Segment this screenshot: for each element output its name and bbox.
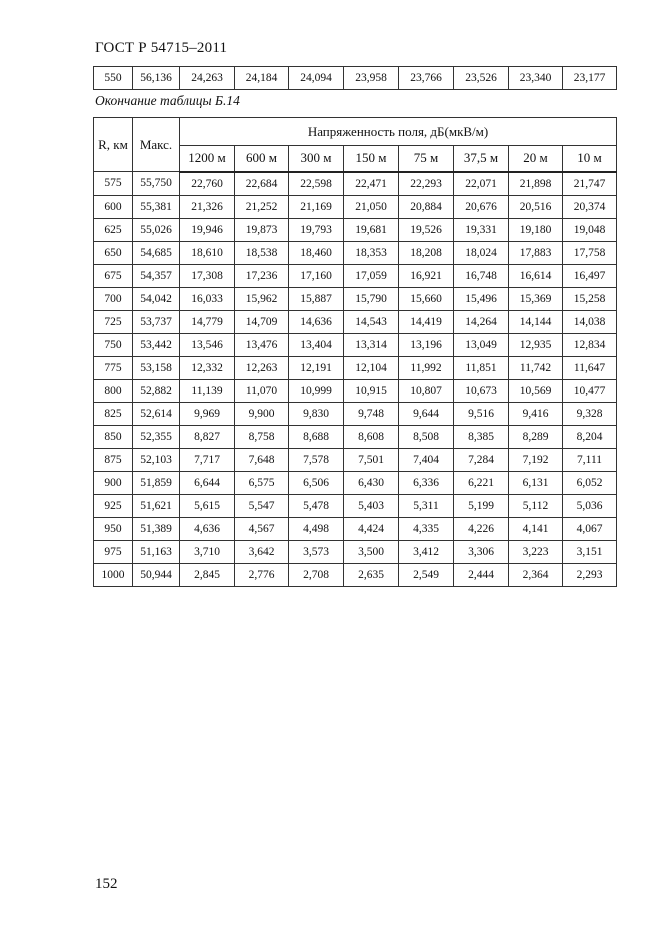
distance-cell: 625 — [94, 218, 133, 241]
table-cell: 17,160 — [289, 264, 344, 287]
table-row — [94, 402, 617, 425]
table-row — [94, 563, 617, 586]
table-cell: 3,710 — [180, 540, 235, 563]
r-column-header: R, км — [94, 118, 133, 172]
table-cell: 13,196 — [399, 333, 454, 356]
table-cell: 18,208 — [399, 241, 454, 264]
table-cell: 550 — [94, 67, 133, 90]
table-cell: 2,364 — [509, 563, 563, 586]
table-cell: 7,284 — [454, 448, 509, 471]
table-cell: 15,369 — [509, 287, 563, 310]
table-cell: 8,758 — [235, 425, 289, 448]
max-cell: 51,163 — [133, 540, 180, 563]
table-cell: 12,104 — [344, 356, 399, 379]
table-cell: 13,546 — [180, 333, 235, 356]
table-cell: 5,478 — [289, 494, 344, 517]
field-strength-table — [93, 117, 617, 587]
table-cell: 8,385 — [454, 425, 509, 448]
table-cell: 7,404 — [399, 448, 454, 471]
table-cell: 21,326 — [180, 195, 235, 218]
table-cell: 9,516 — [454, 402, 509, 425]
max-cell: 55,381 — [133, 195, 180, 218]
table-cell: 12,191 — [289, 356, 344, 379]
table-row — [94, 356, 617, 379]
table-cell: 18,024 — [454, 241, 509, 264]
table-row — [94, 195, 617, 218]
max-cell: 55,750 — [133, 172, 180, 196]
table-cell: 23,526 — [454, 67, 509, 90]
table-cell: 24,094 — [289, 67, 344, 90]
table-cell: 9,644 — [399, 402, 454, 425]
table-cell: 3,500 — [344, 540, 399, 563]
table-cell: 3,573 — [289, 540, 344, 563]
table-cell: 13,314 — [344, 333, 399, 356]
table-cell: 4,636 — [180, 517, 235, 540]
table-cell: 16,497 — [563, 264, 617, 287]
table-cell: 5,199 — [454, 494, 509, 517]
distance-cell: 600 — [94, 195, 133, 218]
table-cell: 19,526 — [399, 218, 454, 241]
table-cell: 14,709 — [235, 310, 289, 333]
table-row — [94, 218, 617, 241]
table-cell: 22,293 — [399, 172, 454, 196]
table-cell: 3,642 — [235, 540, 289, 563]
max-cell: 54,685 — [133, 241, 180, 264]
distance-cell: 800 — [94, 379, 133, 402]
height-column-header: 1200 м — [180, 146, 235, 172]
max-column-header: Макс. — [133, 118, 180, 172]
table-cell: 22,684 — [235, 172, 289, 196]
table-cell: 5,547 — [235, 494, 289, 517]
table-cell: 20,516 — [509, 195, 563, 218]
distance-cell: 850 — [94, 425, 133, 448]
table-caption: Окончание таблицы Б.14 — [95, 93, 240, 108]
table-cell: 11,992 — [399, 356, 454, 379]
table-cell: 19,873 — [235, 218, 289, 241]
table-cell: 24,263 — [180, 67, 235, 90]
table-cell: 5,036 — [563, 494, 617, 517]
table-cell: 16,921 — [399, 264, 454, 287]
max-cell: 52,614 — [133, 402, 180, 425]
table-cell: 14,264 — [454, 310, 509, 333]
distance-cell: 1000 — [94, 563, 133, 586]
table-cell: 14,038 — [563, 310, 617, 333]
distance-cell: 650 — [94, 241, 133, 264]
distance-cell: 700 — [94, 287, 133, 310]
table-cell: 19,946 — [180, 218, 235, 241]
table-cell: 22,598 — [289, 172, 344, 196]
distance-cell: 900 — [94, 471, 133, 494]
field-strength-group-header: Напряженность поля, дБ(мкВ/м) — [180, 118, 617, 146]
max-cell: 52,103 — [133, 448, 180, 471]
table-cell: 15,660 — [399, 287, 454, 310]
table-cell: 10,477 — [563, 379, 617, 402]
max-cell: 51,859 — [133, 471, 180, 494]
table-cell: 2,708 — [289, 563, 344, 586]
table-cell: 22,471 — [344, 172, 399, 196]
table-cell: 7,648 — [235, 448, 289, 471]
distance-cell: 925 — [94, 494, 133, 517]
table-cell: 6,644 — [180, 471, 235, 494]
table-cell: 2,444 — [454, 563, 509, 586]
table-cell: 20,676 — [454, 195, 509, 218]
table-cell: 14,419 — [399, 310, 454, 333]
table-cell: 11,647 — [563, 356, 617, 379]
table-cell: 19,681 — [344, 218, 399, 241]
table-row — [94, 540, 617, 563]
table-cell: 8,289 — [509, 425, 563, 448]
table-cell: 17,883 — [509, 241, 563, 264]
table-cell: 14,779 — [180, 310, 235, 333]
table-cell: 7,578 — [289, 448, 344, 471]
distance-cell: 775 — [94, 356, 133, 379]
height-column-header: 10 м — [563, 146, 617, 172]
table-cell: 8,508 — [399, 425, 454, 448]
table-cell: 21,050 — [344, 195, 399, 218]
distance-cell: 750 — [94, 333, 133, 356]
max-cell: 51,389 — [133, 517, 180, 540]
height-column-header: 150 м — [344, 146, 399, 172]
distance-cell: 675 — [94, 264, 133, 287]
max-cell: 53,158 — [133, 356, 180, 379]
table-cell: 21,898 — [509, 172, 563, 196]
table-cell: 2,635 — [344, 563, 399, 586]
table-cell: 15,790 — [344, 287, 399, 310]
table-cell: 7,501 — [344, 448, 399, 471]
table-cell: 6,430 — [344, 471, 399, 494]
table-cell: 11,851 — [454, 356, 509, 379]
distance-cell: 575 — [94, 172, 133, 196]
table-cell: 18,460 — [289, 241, 344, 264]
distance-cell: 825 — [94, 402, 133, 425]
table-cell: 18,538 — [235, 241, 289, 264]
max-cell: 54,357 — [133, 264, 180, 287]
table-cell: 12,263 — [235, 356, 289, 379]
table-cell: 19,180 — [509, 218, 563, 241]
continued-table-row — [93, 66, 617, 90]
table-cell: 22,071 — [454, 172, 509, 196]
table-cell: 18,610 — [180, 241, 235, 264]
table-cell: 4,424 — [344, 517, 399, 540]
page-number: 152 — [95, 876, 118, 892]
table-cell: 11,742 — [509, 356, 563, 379]
table-cell: 4,141 — [509, 517, 563, 540]
table-cell: 5,615 — [180, 494, 235, 517]
table-cell: 2,776 — [235, 563, 289, 586]
table-cell: 10,999 — [289, 379, 344, 402]
table-cell: 15,962 — [235, 287, 289, 310]
table-cell: 6,575 — [235, 471, 289, 494]
max-cell: 52,882 — [133, 379, 180, 402]
table-cell: 23,177 — [563, 67, 617, 90]
max-cell: 53,442 — [133, 333, 180, 356]
table-cell: 4,335 — [399, 517, 454, 540]
table-cell: 3,151 — [563, 540, 617, 563]
table-row — [94, 241, 617, 264]
table-cell: 18,353 — [344, 241, 399, 264]
table-cell: 23,766 — [399, 67, 454, 90]
table-cell: 10,673 — [454, 379, 509, 402]
table-cell: 9,969 — [180, 402, 235, 425]
table-cell: 21,252 — [235, 195, 289, 218]
table-cell: 56,136 — [133, 67, 180, 90]
table-cell: 12,834 — [563, 333, 617, 356]
table-cell: 2,549 — [399, 563, 454, 586]
distance-cell: 875 — [94, 448, 133, 471]
table-cell: 14,636 — [289, 310, 344, 333]
table-cell: 6,506 — [289, 471, 344, 494]
table-cell: 6,221 — [454, 471, 509, 494]
table-cell: 4,498 — [289, 517, 344, 540]
table-cell: 19,793 — [289, 218, 344, 241]
table-cell: 20,374 — [563, 195, 617, 218]
table-cell: 16,614 — [509, 264, 563, 287]
table-cell: 8,204 — [563, 425, 617, 448]
table-row — [94, 494, 617, 517]
table-row — [94, 448, 617, 471]
table-cell: 20,884 — [399, 195, 454, 218]
table-cell: 9,328 — [563, 402, 617, 425]
table-cell: 21,169 — [289, 195, 344, 218]
table-row — [94, 471, 617, 494]
table-cell: 10,569 — [509, 379, 563, 402]
table-cell: 9,416 — [509, 402, 563, 425]
table-row — [94, 264, 617, 287]
table-cell: 21,747 — [563, 172, 617, 196]
distance-cell: 950 — [94, 517, 133, 540]
table-cell: 6,131 — [509, 471, 563, 494]
table-cell: 13,404 — [289, 333, 344, 356]
distance-cell: 725 — [94, 310, 133, 333]
table-cell: 16,033 — [180, 287, 235, 310]
table-row — [94, 172, 617, 196]
table-row — [94, 310, 617, 333]
table-cell: 19,331 — [454, 218, 509, 241]
table-cell: 15,496 — [454, 287, 509, 310]
table-cell: 3,412 — [399, 540, 454, 563]
table-cell: 15,887 — [289, 287, 344, 310]
table-cell: 4,567 — [235, 517, 289, 540]
table-cell: 4,226 — [454, 517, 509, 540]
table-cell: 14,543 — [344, 310, 399, 333]
table-row — [94, 333, 617, 356]
table-row — [94, 287, 617, 310]
table-cell: 10,807 — [399, 379, 454, 402]
table-cell: 12,935 — [509, 333, 563, 356]
table-cell: 9,900 — [235, 402, 289, 425]
distance-cell: 975 — [94, 540, 133, 563]
max-cell: 52,355 — [133, 425, 180, 448]
table-cell: 14,144 — [509, 310, 563, 333]
height-column-header: 20 м — [509, 146, 563, 172]
max-cell: 53,737 — [133, 310, 180, 333]
height-column-header: 600 м — [235, 146, 289, 172]
table-cell: 5,112 — [509, 494, 563, 517]
max-cell: 54,042 — [133, 287, 180, 310]
table-cell: 17,758 — [563, 241, 617, 264]
table-row — [94, 425, 617, 448]
table-cell: 13,049 — [454, 333, 509, 356]
table-cell: 11,070 — [235, 379, 289, 402]
table-cell: 23,340 — [509, 67, 563, 90]
table-cell: 9,748 — [344, 402, 399, 425]
max-cell: 50,944 — [133, 563, 180, 586]
table-cell: 23,958 — [344, 67, 399, 90]
table-cell: 7,192 — [509, 448, 563, 471]
height-column-header: 37,5 м — [454, 146, 509, 172]
table-cell: 17,236 — [235, 264, 289, 287]
table-cell: 17,308 — [180, 264, 235, 287]
max-cell: 55,026 — [133, 218, 180, 241]
table-cell: 11,139 — [180, 379, 235, 402]
table-cell: 2,293 — [563, 563, 617, 586]
table-cell: 6,336 — [399, 471, 454, 494]
table-cell: 8,608 — [344, 425, 399, 448]
table-cell: 2,845 — [180, 563, 235, 586]
table-cell: 5,403 — [344, 494, 399, 517]
table-cell: 6,052 — [563, 471, 617, 494]
table-cell: 3,306 — [454, 540, 509, 563]
document-header: ГОСТ Р 54715–2011 — [95, 40, 228, 56]
table-cell: 5,311 — [399, 494, 454, 517]
table-row — [94, 67, 617, 90]
table-cell: 8,827 — [180, 425, 235, 448]
table-cell: 17,059 — [344, 264, 399, 287]
table-cell: 24,184 — [235, 67, 289, 90]
table-cell: 9,830 — [289, 402, 344, 425]
table-cell: 8,688 — [289, 425, 344, 448]
height-column-header: 300 м — [289, 146, 344, 172]
table-cell: 13,476 — [235, 333, 289, 356]
height-column-header: 75 м — [399, 146, 454, 172]
table-cell: 7,717 — [180, 448, 235, 471]
table-cell: 4,067 — [563, 517, 617, 540]
table-cell: 15,258 — [563, 287, 617, 310]
table-cell: 3,223 — [509, 540, 563, 563]
table-cell: 10,915 — [344, 379, 399, 402]
table-cell: 12,332 — [180, 356, 235, 379]
max-cell: 51,621 — [133, 494, 180, 517]
table-row — [94, 379, 617, 402]
table-row — [94, 517, 617, 540]
table-cell: 22,760 — [180, 172, 235, 196]
table-cell: 19,048 — [563, 218, 617, 241]
table-cell: 16,748 — [454, 264, 509, 287]
table-cell: 7,111 — [563, 448, 617, 471]
